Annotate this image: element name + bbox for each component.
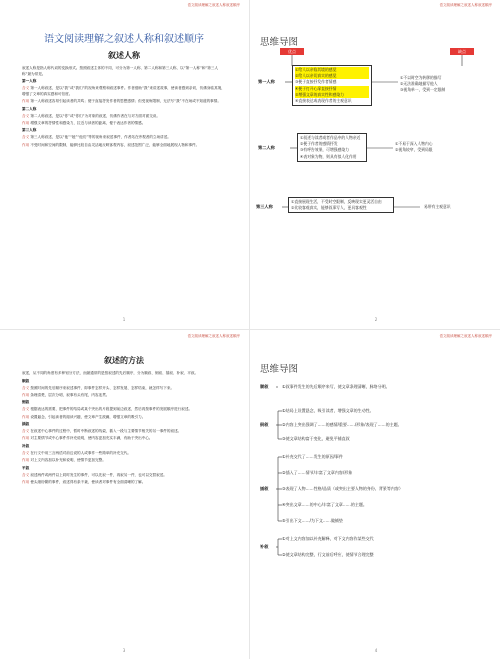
page-number: 3 (122, 648, 126, 653)
section-paragraph (22, 480, 226, 486)
page-2 (252, 0, 500, 328)
paragraph-label: 含义 (22, 429, 30, 434)
page-header: 语文阅读理解之叙述人称叙述顺序 (439, 334, 492, 338)
first-adv-6: ⑥直接表达或表现作者的主观意识 (295, 98, 352, 104)
section-paragraph (22, 415, 226, 421)
section-paragraph (22, 393, 226, 399)
paragraph-text: 按照时间的先后顺序来叙述事件，即事件怎样开头、怎样发展、怎样结束，就怎样写下来。 (30, 385, 175, 390)
first-adv-5: ⑤增强文章的真实性和感染力 (295, 92, 369, 98)
section-paragraph (22, 436, 226, 442)
intro-paragraph: 叙述人称是指人称代词的变换形式。按照叙述主体的不同，可分为第一人称、第二人称和第三人称，以“第一人称”和“第三人称”最为常见。 (22, 66, 219, 76)
label-first-person: 第一人称 (258, 79, 275, 84)
section-heading: 插叙 (22, 422, 30, 427)
third-adv-2: ②比较客观真实，能够叙事写人，更具客观性 (291, 205, 367, 211)
paragraph-label: 含义 (22, 385, 30, 390)
label-chronological: 顺叙 (260, 384, 269, 389)
supplementary-point-1: ①对上文内容加以补充解释，对下文内容作某些交代 (282, 536, 374, 541)
first-adv-2: ②给人以亲切真实的感觉 (295, 73, 369, 79)
paragraph-text: 叙述两件或两件以上同时发生的事件，可以先叙一件，再叙另一件，也可以交替叙述。 (30, 472, 167, 477)
paragraph-text: 第一人称叙述，是以“我”或“我们”的视角来观察和叙述事件。作者借助“我”来讲述故事，使读者感到亲切，仿佛身临其境，增强了文章的真实感和可信度。 (22, 86, 225, 96)
first-person-disadvantages (398, 74, 494, 95)
paragraph-text: 在行文中用三言两语对前边说的人或事作一些简单的补充交代。 (30, 451, 131, 456)
third-adv-1: ①直接展现生活，不受时空限制，反映现实更灵活自由 (291, 199, 382, 204)
page-header: 语文阅读理解之叙述人称叙述顺序 (187, 3, 240, 7)
intro-paragraph: 叙述，从不同的角度有多种划分方法，而最通常的是按叙述的先后顺序，分为顺叙、倒叙、插叙、补叙、平叙。 (22, 371, 199, 375)
section-paragraph (22, 429, 226, 435)
paragraph-text: 对上文内容加以补充和说明，使情节更加完整。 (30, 458, 106, 463)
page-number: 2 (374, 317, 378, 322)
section-paragraph (22, 121, 226, 127)
first-person-advantages (292, 65, 372, 106)
paragraph-text: 设置悬念，引起读者的阅读兴趣，使文章产生波澜，增强文章的吸引力。 (30, 414, 146, 419)
section-heading: 倒叙 (22, 400, 30, 405)
label-interjection: 插叙 (260, 486, 269, 491)
interjection-point-4: ④突出文章……的中心/丰富了文章……的主题。 (282, 502, 367, 507)
second-dis-1: ①不易于深入人物内心 (395, 141, 433, 146)
page-number: 4 (374, 648, 378, 653)
first-dis-1: ①不以时空为转移的描写 (400, 75, 442, 80)
interjection-point-1: ①补充交代了……发生的原因/事件 (282, 454, 343, 459)
paragraph-label: 作用 (22, 458, 30, 463)
paragraph-label: 含义 (22, 451, 30, 456)
second-person-disadvantages (393, 140, 489, 154)
page-divider-horizontal (0, 329, 500, 330)
section-paragraph (22, 114, 226, 120)
label-third-person: 第三人称 (256, 204, 273, 209)
section-title: 叙述人称 (108, 50, 140, 60)
section-list (22, 79, 226, 148)
flashback-point-3: ③使文章结构富于变化，避免平铺直叙 (282, 436, 350, 441)
second-adv-2: ②便于作者的感情抒发 (300, 141, 338, 147)
page-4 (252, 331, 500, 659)
paragraph-label: 含义 (22, 135, 30, 140)
second-adv-4: ④表对象为物，则具有拟人化作用 (300, 153, 357, 159)
section-paragraph (22, 99, 226, 105)
third-dis-1: 易带有主观意识 (424, 204, 451, 209)
interjection-point-3: ③表现了人物……性格/品质（或突出主要人物的身份、背景等内容） (282, 486, 403, 491)
paragraph-label: 作用 (22, 479, 30, 484)
paragraph-text: 第三人称叙述，是以“他”“她”“他们”等的视角来叙述事件，作者站在旁观者的立场讲述。 (30, 135, 171, 140)
section-heading: 第三人称 (22, 128, 37, 133)
section-heading: 第一人称 (22, 79, 37, 84)
chronological-point-1: ①叙事件发生的先后顺序来写，使文章条理清晰，脉络分明。 (282, 384, 390, 389)
section-paragraph (22, 407, 226, 413)
page-header: 语文阅读理解之叙述人称叙述顺序 (439, 3, 492, 7)
section-list (22, 379, 226, 486)
paragraph-label: 作用 (22, 98, 30, 103)
paragraph-label: 含义 (22, 472, 30, 477)
section-paragraph (22, 143, 226, 149)
paragraph-text: 根据表达的需要，把事件的结局或某个突出的片段提到前边叙述，然后再按事件的发展顺序进行叙述。 (30, 407, 193, 412)
flashback-point-2: ②内容上突出强调了……的感情/重要……/形象/表现了……的主题。 (282, 422, 402, 427)
paragraph-text: 第二人称叙述，是以“你”或“你们”为对象的叙述，仿佛作者在与对方面对面交谈。 (30, 113, 160, 118)
section-heading: 补叙 (22, 443, 30, 448)
section-paragraph (22, 386, 226, 392)
third-person-disadvantages (422, 203, 492, 211)
paragraph-label: 作用 (22, 120, 30, 125)
tag-disadvantages: 缺点 (450, 48, 474, 55)
mindmap-title: 思维导图 (260, 364, 299, 375)
mindmap-title: 思维导图 (260, 37, 299, 48)
paragraph-text: 对主要情节或中心事件作补充说明，使内容更加充实丰满，有助于突出中心。 (30, 436, 153, 441)
section-paragraph (22, 135, 226, 141)
first-adv-1: ①给人以亲临其境的感觉 (295, 67, 369, 73)
paragraph-text: 第一人称叙述容易引起读者的共鸣；便于直接抒发作者的思想感情；但受视角限制，无法写“我”不在场或不知道的事情。 (30, 98, 221, 103)
first-adv-3: ③便于直接抒发作者情感 (295, 79, 337, 85)
section-heading: 第二人称 (22, 106, 37, 111)
first-dis-2: ②无法准确地描写他人 (400, 81, 438, 87)
section-paragraph (22, 86, 226, 97)
paragraph-text: 条理清楚，层次分明，叙事有头有尾，内容连贯。 (30, 392, 110, 397)
paragraph-label: 作用 (22, 414, 30, 419)
flashback-point-1: ①结局上设置悬念，吸引读者，增强文章的生动性。 (282, 408, 374, 413)
third-person-advantages (288, 197, 394, 213)
page-1 (0, 0, 248, 328)
section-heading: 平叙 (22, 465, 30, 470)
page-number: 1 (122, 317, 126, 322)
label-second-person: 第二人称 (258, 145, 275, 150)
page-header: 语文阅读理解之叙述人称叙述顺序 (187, 334, 240, 338)
paragraph-text: 在叙述中心事件的过程中，暂时中断叙述的线索，插入一段与主要情节相关的另一事件的叙述。 (30, 429, 182, 434)
paragraph-label: 含义 (22, 86, 30, 91)
second-adv-1: ①叙述与读者或者作品中的人物亲近 (300, 135, 361, 140)
paragraph-text: 不受时间和空间的限制，能够比较自由灵活地反映客观内容，叙述范围广泛，能够全面地展现人物和事件。 (30, 142, 200, 147)
document-title: 语文阅读理解之叙述人称和叙述顺序 (44, 34, 204, 45)
supplementary-point-2: ②使文章结构完整，行文前后呼应，使情节合理完整 (282, 552, 374, 557)
section-paragraph (22, 473, 226, 479)
label-supplementary: 补叙 (260, 544, 269, 549)
second-person-advantages (297, 133, 367, 162)
interjection-point-2: ②插入了……情节/丰富了文章内容/形象 (282, 470, 353, 475)
section-title: 叙述的方法 (104, 355, 144, 365)
paragraph-text: 使头绪纷繁的事件，叙述得有条不紊，使读者对事件有全面清晰的了解。 (30, 479, 146, 484)
paragraph-label: 作用 (22, 436, 30, 441)
second-adv-3: ③有呼告效果，可增强感染力 (300, 147, 349, 153)
paragraph-label: 含义 (22, 113, 30, 118)
section-paragraph (22, 458, 226, 464)
section-paragraph (22, 451, 226, 457)
page-3-body (22, 371, 226, 487)
paragraph-label: 作用 (22, 392, 30, 397)
first-adv-4: ④便于打开心扉直接抒情 (295, 86, 369, 92)
tag-advantages: 优点 (280, 48, 304, 55)
paragraph-text: 增强文章的抒情性和感染力，拉近与读者的距离，便于表达作者的情感。 (30, 120, 146, 125)
page-3 (0, 331, 248, 659)
first-dis-3: ③视角单一，受到一定限制 (400, 87, 446, 93)
page-1-body (22, 66, 226, 150)
mindmap-connectors (252, 331, 500, 659)
label-flashback: 倒叙 (260, 422, 269, 427)
section-heading: 顺叙 (22, 378, 30, 383)
paragraph-label: 作用 (22, 142, 30, 147)
paragraph-label: 含义 (22, 407, 30, 412)
second-dis-2: ②视角较窄，受到局限 (395, 147, 433, 153)
interjection-point-5: ⑤引出下文……/为下文……做铺垫 (282, 518, 343, 523)
